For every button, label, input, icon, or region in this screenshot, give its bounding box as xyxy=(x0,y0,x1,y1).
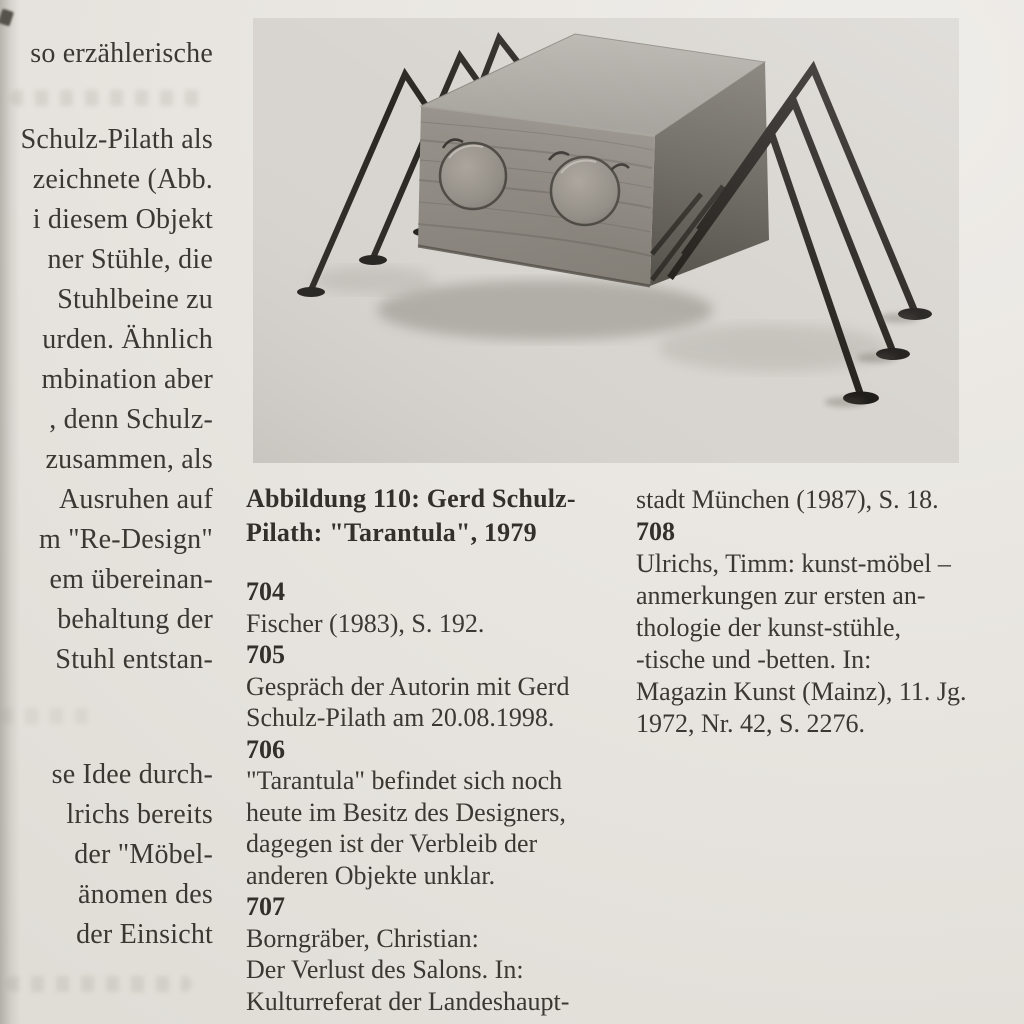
body-text-line: em übereinan- xyxy=(49,564,213,595)
footnote-text-line: dagegen ist der Verbleib der xyxy=(246,829,538,858)
footnote-list-right xyxy=(636,516,1018,740)
footnote-number: 706 xyxy=(246,734,285,764)
footnote-text-line: anderen Objekte unklar. xyxy=(246,860,496,890)
footnote-text-line: stadt München (1987), S. 18. xyxy=(636,485,939,514)
body-text-line: so erzählerische xyxy=(30,38,213,69)
photo-vignette xyxy=(253,18,959,463)
footnote-list-middle xyxy=(246,576,624,1017)
footnote-number: 705 xyxy=(246,640,285,669)
footnote-text-line: "Tarantula" befindet sich noch xyxy=(246,766,563,795)
footnote-text-line: Gespräch der Autorin mit Gerd xyxy=(246,671,570,701)
footnote-text-line: Kulturreferat der Landeshaupt- xyxy=(246,986,570,1016)
footnote-number: 704 xyxy=(246,577,285,606)
body-text-line: Schulz-Pilath als xyxy=(20,124,213,155)
body-text-line: urden. Ähnlich xyxy=(42,324,213,355)
body-text-line: zeichnete (Abb. xyxy=(32,164,213,195)
showthrough-text-ghost xyxy=(6,976,192,992)
body-text-line: i diesem Objekt xyxy=(32,204,213,235)
footnote-text-line: Schulz-Pilath am 20.08.1998. xyxy=(246,703,555,732)
footnote-text-line: Fischer (1983), S. 192. xyxy=(246,608,485,638)
body-text-line: Ausruhen auf xyxy=(58,484,213,515)
figure-photo xyxy=(253,18,959,463)
body-text-line: lrichs bereits xyxy=(66,799,213,830)
body-text-line: behaltung der xyxy=(57,604,213,635)
body-text-line: der "Möbel- xyxy=(74,839,213,870)
body-text-line: änomen des xyxy=(78,879,213,910)
body-text-line: m "Re-Design" xyxy=(39,524,213,555)
right-column xyxy=(636,484,1018,740)
body-text-line: mbination aber xyxy=(41,364,213,395)
footnote-text-line: Der Verlust des Salons. In: xyxy=(246,955,524,984)
caption-column xyxy=(246,482,624,1017)
footnote-text-line: -tische und -betten. In: xyxy=(636,645,872,674)
footnote-number: 707 xyxy=(246,892,285,921)
body-text-line: zusammen, als xyxy=(45,444,213,475)
footnote-text-line: anmerkungen zur ersten an- xyxy=(636,581,926,610)
line-gap xyxy=(0,74,213,120)
body-text-line: , denn Schulz- xyxy=(49,404,213,435)
caption-line: Pilath: "Tarantula", 1979 xyxy=(246,518,537,547)
footnote-text-line: 1972, Nr. 42, S. 2276. xyxy=(636,709,865,738)
footnote-number: 708 xyxy=(636,517,675,546)
footnote-text-line: Ulrichs, Timm: kunst-möbel – xyxy=(636,549,951,578)
tarantula-object-illustration xyxy=(253,18,959,463)
caption-line: Abbildung 110: Gerd Schulz- xyxy=(246,484,576,513)
footnote-text-line: thologie der kunst-stühle, xyxy=(636,613,902,642)
body-text-line: se Idee durch- xyxy=(51,759,213,790)
body-text-line: der Einsicht xyxy=(76,919,213,950)
body-text-line: ner Stühle, die xyxy=(47,244,213,275)
figure-caption xyxy=(246,482,624,550)
footnote-text-line: heute im Besitz des Designers, xyxy=(246,797,566,827)
footnote-continuation xyxy=(636,484,1018,516)
paragraph-gap xyxy=(0,680,213,755)
left-column xyxy=(0,34,213,955)
body-text-line: Stuhl entstan- xyxy=(55,644,213,675)
body-text-line: Stuhlbeine zu xyxy=(57,284,213,315)
cut-text-fragment xyxy=(0,9,14,27)
footnote-text-line: Magazin Kunst (Mainz), 11. Jg. xyxy=(636,677,967,706)
footnote-text-line: Borngräber, Christian: xyxy=(246,923,479,953)
